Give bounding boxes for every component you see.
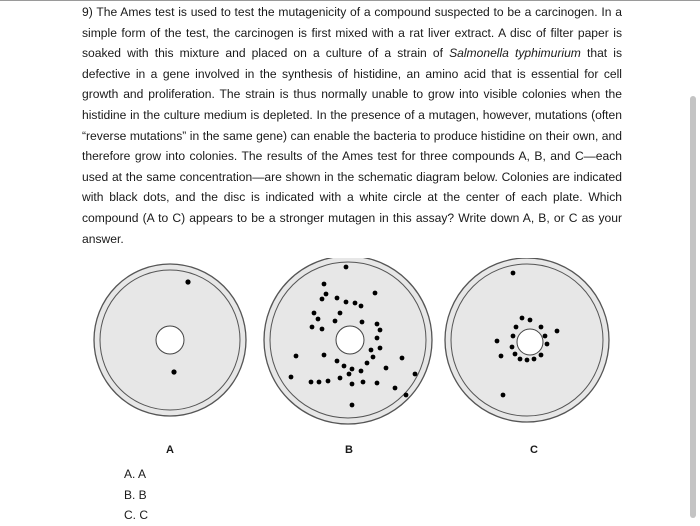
organism-name: Salmonella typhimurium [449, 46, 581, 61]
colony [360, 320, 365, 325]
question-text [82, 2, 622, 249]
colony [324, 292, 329, 297]
colony [525, 358, 530, 363]
colony [350, 403, 355, 408]
colony [294, 354, 299, 359]
colony [413, 372, 418, 377]
colony [361, 380, 366, 385]
colony [185, 279, 190, 284]
colony [312, 311, 317, 316]
colony [375, 381, 380, 386]
colony [511, 334, 516, 339]
colony [342, 364, 347, 369]
colony [350, 382, 355, 387]
colony [400, 356, 405, 361]
colony [404, 393, 409, 398]
option-a[interactable]: A. A [124, 467, 147, 481]
colony [359, 369, 364, 374]
plate-b-disc [336, 326, 364, 354]
colony [333, 319, 338, 324]
colony [514, 325, 519, 330]
question-number: 9) [82, 5, 93, 19]
colony [350, 367, 355, 372]
colony [378, 328, 383, 333]
plate-b-label: B [345, 444, 353, 456]
colony [344, 300, 349, 305]
colony [359, 304, 364, 309]
colony [501, 393, 506, 398]
plate-a [94, 264, 246, 416]
colony [316, 317, 321, 322]
colony [513, 352, 518, 357]
top-divider [0, 0, 700, 1]
colony [539, 325, 544, 330]
colony [320, 327, 325, 332]
colony [539, 353, 544, 358]
colony [532, 357, 537, 362]
plate-b [264, 258, 432, 424]
colony [555, 329, 560, 334]
plate-c-disc [517, 329, 543, 355]
colony [375, 336, 380, 341]
colony [338, 311, 343, 316]
colony [322, 282, 327, 287]
colony [365, 361, 370, 366]
plate-c [445, 258, 609, 422]
colony [510, 345, 515, 350]
colony [289, 375, 294, 380]
colony [518, 357, 523, 362]
colony [369, 348, 374, 353]
colony [393, 386, 398, 391]
colony [317, 380, 322, 385]
answer-options [124, 464, 148, 526]
plates-diagram [90, 258, 610, 458]
colony [543, 334, 548, 339]
colony [375, 322, 380, 327]
colony [378, 346, 383, 351]
colony [335, 296, 340, 301]
question-body-part-1: The Ames test is used to test the mutagenicity of a compound suspected to be a carcinogen. In a simple form of the test, the carcinogen is first mixed with a rat liver extract. A disc of filter paper is soaked with this mixture and placed on a culture of a strain of [82, 5, 622, 61]
colony [495, 339, 500, 344]
colony [499, 354, 504, 359]
ames-test-figure [90, 258, 610, 458]
plate-c-label: C [530, 444, 538, 456]
colony [511, 271, 516, 276]
colony [326, 379, 331, 384]
plate-a-disc [156, 326, 184, 354]
colony [344, 265, 349, 270]
colony [373, 291, 378, 296]
colony [371, 355, 376, 360]
colony [320, 297, 325, 302]
option-b[interactable]: B. B [124, 487, 147, 502]
colony [520, 316, 525, 321]
colony [309, 380, 314, 385]
colony [322, 353, 327, 358]
colony [528, 318, 533, 323]
question-body-part-2: that is defective in a gene involved in the synthesis of histidine, an amino acid that is essential for cell growth and proliferation. The strain is thus normally unable to grow into visible colonies when the histidine in the culture medium is depleted. In the presence of a mutagen, however, mutations (often “reverse mutations” in the same gene) can enable the bacteria to produce histidine on their own, and therefore grow into colonies. The results of the Ames test for three compounds A, B, and C—each used at the same concentration—are shown in the schematic diagram below. Colonies are indicated with black dots, and the disc is indicated with a white circle at the center of each plate. Which compound (A to C) appears to be a stronger mutagen in this assay? Write down A, B, or C as your answer. [82, 46, 622, 246]
colony [347, 372, 352, 377]
colony [545, 342, 550, 347]
colony [353, 301, 358, 306]
plate-a-label: A [166, 444, 174, 456]
colony [171, 369, 176, 374]
colony [310, 325, 315, 330]
colony [338, 376, 343, 381]
option-c[interactable]: C. C [124, 508, 148, 522]
colony [335, 359, 340, 364]
colony [384, 366, 389, 371]
vertical-scrollbar[interactable] [690, 96, 696, 518]
